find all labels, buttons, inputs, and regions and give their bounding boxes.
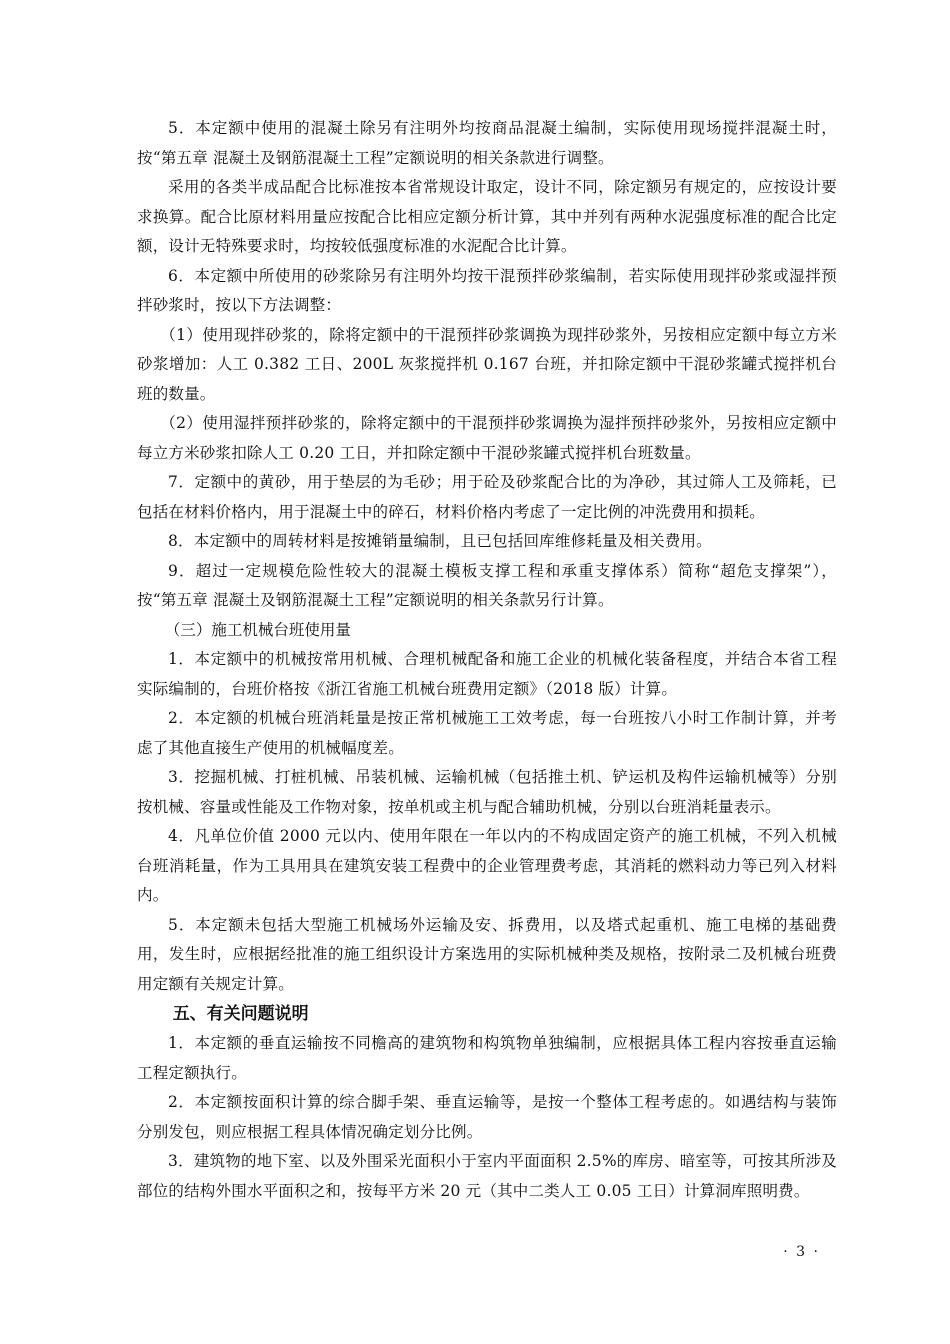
paragraph-machinery-2: 2．本定额的机械台班消耗量是按正常机械施工工效考虑，每一台班按八小时工作制计算，并考虑了其他直接生产使用的机械幅度差。 — [137, 709, 837, 757]
paragraph-machinery-5: 5．本定额未包括大型施工机械场外运输及安、拆费用，以及塔式起重机、施工电梯的基础费用，发生时，应根据经批准的施工组织设计方案选用的实际机械种类及规格，按附录二及机械台班费用定额有关规定计算。 — [137, 915, 837, 993]
paragraph-mortar-site-mix: （1）使用现拌砂浆的，除将定额中的干混预拌砂浆调换为现拌砂浆外，另按相应定额中每立方米砂浆增加：人工 0.382 工日、200L 灰浆搅拌机 0.167 台班，并扣除定额中干混砂浆罐式搅拌机台班的数量。 — [137, 325, 837, 403]
paragraph-sand: 7．定额中的黄砂，用于垫层的为毛砂；用于砼及砂浆配合比的为净砂，其过筛人工及筛耗，已包括在材料价格内，用于混凝土中的碎石，材料价格内考虑了一定比例的冲洗费用和损耗。 — [137, 473, 837, 521]
paragraph-concrete: 5．本定额中使用的混凝土除另有注明外均按商品混凝土编制，实际使用现场搅拌混凝土时，按“第五章 混凝土及钢筋混凝土工程”定额说明的相关条款进行调整。 — [137, 119, 837, 167]
heading-machinery: （三）施工机械台班使用量 — [164, 620, 351, 639]
paragraph-turnover-materials: 8．本定额中的周转材料是按摊销量编制，且已包括回库维修耗量及相关费用。 — [168, 532, 712, 550]
paragraph-mortar-wet-mix: （2）使用湿拌预拌砂浆的，除将定额中的干混预拌砂浆调换为湿拌预拌砂浆外，另按相应定额中每立方米砂浆扣除人工 0.20 工日，并扣除定额中干混砂浆罐式搅拌机台班数量。 — [137, 414, 837, 462]
paragraph-notes-1: 1．本定额的垂直运输按不同檐高的建筑物和构筑物单独编制，应根据具体工程内容按垂直运输工程定额执行。 — [137, 1034, 837, 1082]
paragraph-mortar: 6．本定额中所使用的砂浆除另有注明外均按干混预拌砂浆编制，若实际使用现拌砂浆或湿拌预拌砂浆时，按以下方法调整： — [137, 266, 837, 314]
paragraph-notes-3: 3．建筑物的地下室、以及外围采光面积小于室内平面面积 2.5%的库房、暗室等，可按其所涉及部位的结构外围水平面积之和，按每平方米 20 元（其中二类人工 0.05 工日）计算洞库照明费。 — [137, 1152, 837, 1200]
paragraph-mix-ratio: 采用的各类半成品配合比标准按本省常规设计取定，设计不同，除定额另有规定的，应按设计要求换算。配合比原材料用量应按配合比相应定额分析计算，其中并列有两种水泥强度标准的配合比定额，设计无特殊要求时，均按较低强度标准的水泥配合比计算。 — [137, 178, 837, 255]
heading-section-5: 五、有关问题说明 — [172, 1004, 309, 1024]
page-number: · 3 · — [783, 1244, 820, 1260]
document-page — [137, 114, 837, 1206]
paragraph-machinery-1: 1．本定额中的机械按常用机械、合理机械配备和施工企业的机械化装备程度，并结合本省工程实际编制的，台班价格按《浙江省施工机械台班费用定额》（2018 版）计算。 — [137, 650, 837, 698]
paragraph-machinery-4: 4．凡单位价值 2000 元以内、使用年限在一年以内的不构成固定资产的施工机械，不列入机械台班消耗量，作为工具用具在建筑安装工程费中的企业管理费考虑，其消耗的燃料动力等已列入材料内。 — [137, 827, 837, 904]
paragraph-machinery-3: 3．挖掘机械、打桩机械、吊装机械、运输机械（包括推土机、铲运机及构件运输机械等）分别按机械、容量或性能及工作物对象，按单机或主机与配合辅助机械，分别以台班消耗量表示。 — [137, 768, 837, 816]
paragraph-notes-2: 2．本定额按面积计算的综合脚手架、垂直运输等，是按一个整体工程考虑的。如遇结构与装饰分别发包，则应根据工程具体情况确定划分比例。 — [137, 1093, 837, 1141]
paragraph-support-frame: 9．超过一定规模危险性较大的混凝土模板支撑工程和承重支撑体系）简称“超危支撑架”），按“第五章 混凝土及钢筋混凝土工程”定额说明的相关条款另行计算。 — [137, 561, 837, 609]
